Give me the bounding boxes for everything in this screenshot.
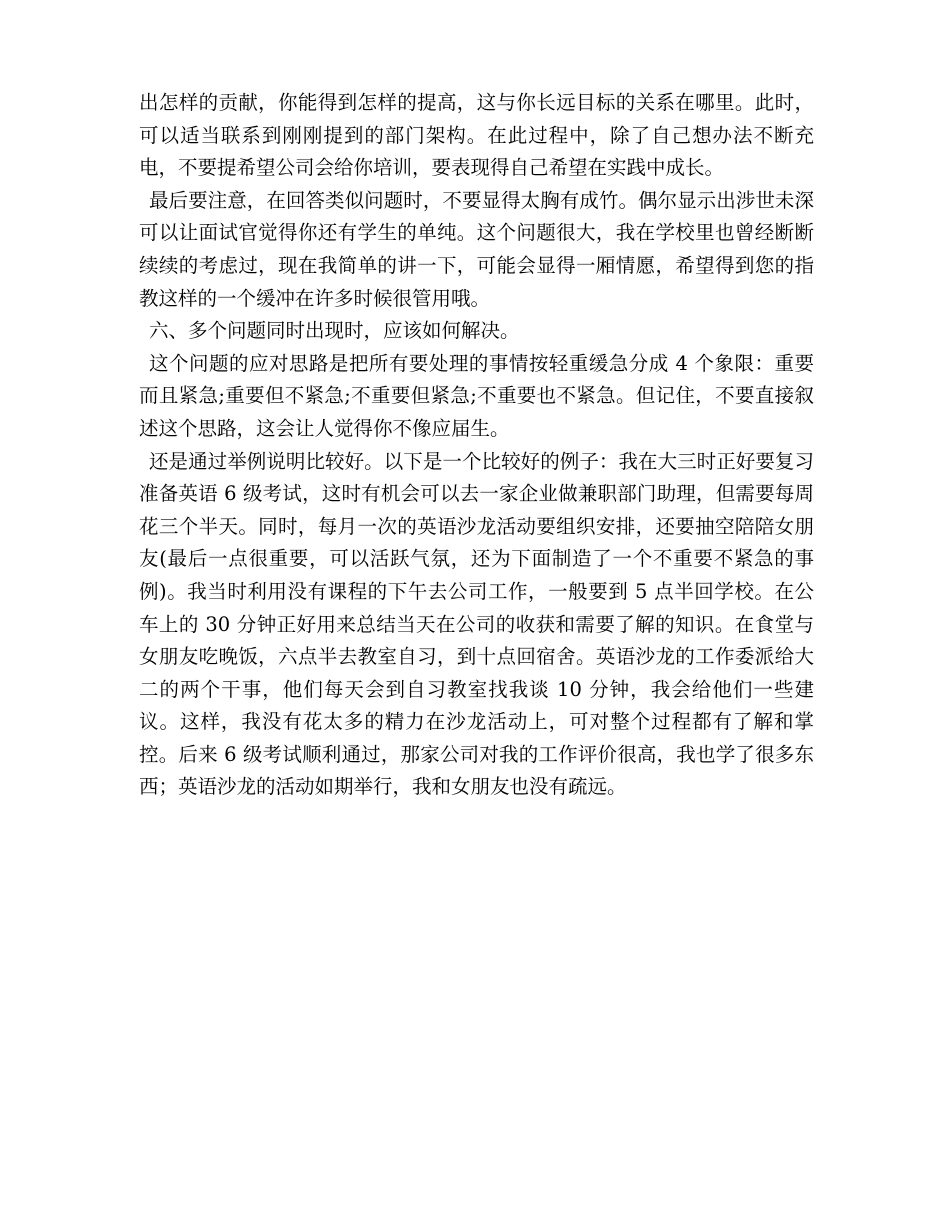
document-page <box>139 87 814 804</box>
paragraph-example: 还是通过举例说明比较好。以下是一个比较好的例子：我在大三时正好要复习准备英语 6 级考试，这时有机会可以去一家企业做兼职部门助理，但需要每周花三个半天。同时，每月一次的英语沙龙活动要组织安排，还要抽空陪陪女朋友(最后一点很重要，可以活跃气氛，还为下面制造了一个不重要不紧急的事例)。我当时利用没有课程的下午去公司工作，一般要到 5 点半回学校。在公车上的 30 分钟正好用来总结当天在公司的收获和需要了解的知识。在食堂与女朋友吃晚饭，六点半去教室自习，到十点回宿舍。英语沙龙的工作委派给大二的两个干事，他们每天会到自习教室找我谈 10 分钟，我会给他们一些建议。这样，我没有花太多的精力在沙龙活动上，可对整个过程都有了解和掌控。后来 6 级考试顺利通过，那家公司对我的工作评价很高，我也学了很多东西；英语沙龙的活动如期举行，我和女朋友也没有疏远。 <box>139 449 814 799</box>
paragraph-final-note: 最后要注意，在回答类似问题时，不要显得太胸有成竹。偶尔显示出涉世未深可以让面试官觉得你还有学生的单纯。这个问题很大，我在学校里也曾经断断续续的考虑过，现在我简单的讲一下，可能会显得一厢情愿，希望得到您的指教这样的一个缓冲在许多时候很管用哦。 <box>139 188 814 310</box>
paragraph-four-quadrants: 这个问题的应对思路是把所有要处理的事情按轻重缓急分成 4 个象限：重要而且紧急;重要但不紧急;不重要但紧急;不重要也不紧急。但记住，不要直接叙述这个思路，这会让人觉得你不像应届生。 <box>139 351 814 440</box>
section-heading-six: 六、多个问题同时出现时，应该如何解决。 <box>149 319 520 343</box>
paragraph-continuation: 出怎样的贡献，你能得到怎样的提高，这与你长远目标的关系在哪里。此时，可以适当联系到刚刚提到的部门架构。在此过程中，除了自己想办法不断充电，不要提希望公司会给你培训，要表现得自己希望在实践中成长。 <box>139 91 814 180</box>
